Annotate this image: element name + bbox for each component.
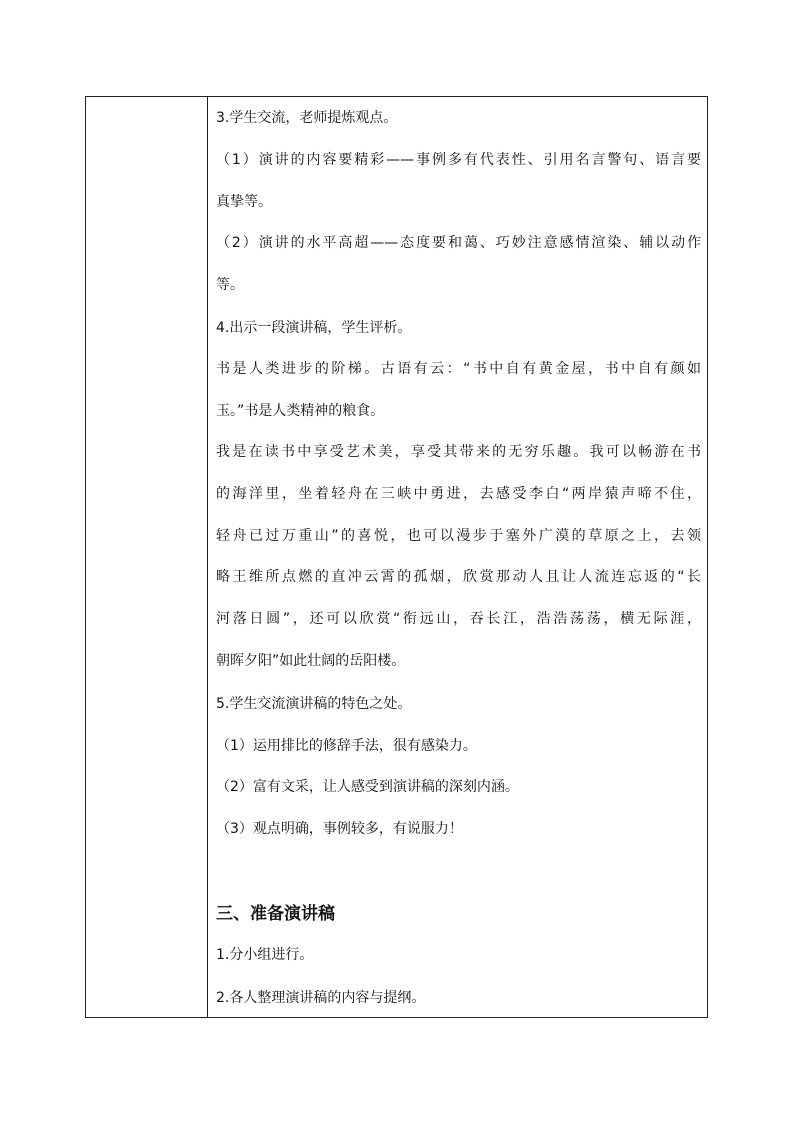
- step-5-line: 5.学生交流演讲稿的特色之处。: [216, 696, 412, 712]
- table-content-column: [208, 97, 707, 1017]
- point-1-cont: 真挚等。: [216, 194, 272, 210]
- point-2-cont: 等。: [216, 277, 244, 293]
- sample-para2-line6: 朝晖夕阳”如此壮阔的岳阳楼。: [216, 653, 406, 669]
- feature-1-line: （1）运用排比的修辞手法，很有感染力。: [216, 738, 477, 754]
- section-heading: 三、准备演讲稿: [216, 904, 335, 924]
- point-2-line: （2）演讲的水平高超——态度要和蔼、巧妙注意感情渲染、辅以动作: [216, 235, 701, 251]
- sample-para2-line3: 轻舟已过万重山”的喜悦，也可以漫步于塞外广漠的草原之上，去领: [216, 528, 701, 544]
- step-4-line: 4.出示一段演讲稿，学生评析。: [216, 320, 412, 336]
- feature-3-line: （3）观点明确，事例较多，有说服力！: [216, 821, 463, 837]
- sample-para2-line1: 我是在读书中享受艺术美，享受其带来的无穷乐趣。我可以畅游在书: [216, 444, 701, 460]
- sample-para2-line5: 河落日圆”，还可以欣赏“衔远山，吞长江，浩浩荡荡，横无际涯，: [216, 611, 701, 627]
- prep-step-1: 1.分小组进行。: [216, 947, 314, 963]
- sample-para2-line4: 略王维所点燃的直冲云霄的孤烟，欣赏那动人且让人流连忘返的“长: [216, 569, 701, 585]
- sample-para2-line2: 的海洋里，坐着轻舟在三峡中勇进，去感受李白“两岸猿声啼不住，: [216, 486, 701, 502]
- step-3-line: 3.学生交流，老师提炼观点。: [216, 110, 398, 126]
- feature-2-line: （2）富有文采，让人感受到演讲稿的深刻内涵。: [216, 779, 519, 795]
- point-1-line: （1）演讲的内容要精彩——事例多有代表性、引用名言警句、语言要: [216, 152, 701, 168]
- sample-para1-line1: 书是人类进步的阶梯。古语有云：“书中自有黄金屋，书中自有颜如: [216, 361, 701, 377]
- prep-step-2: 2.各人整理演讲稿的内容与提纲。: [216, 990, 426, 1006]
- sample-para1-line2: 玉。”书是人类精神的粮食。: [216, 403, 385, 419]
- table-left-column: [86, 97, 208, 1017]
- lesson-table: [85, 96, 708, 1018]
